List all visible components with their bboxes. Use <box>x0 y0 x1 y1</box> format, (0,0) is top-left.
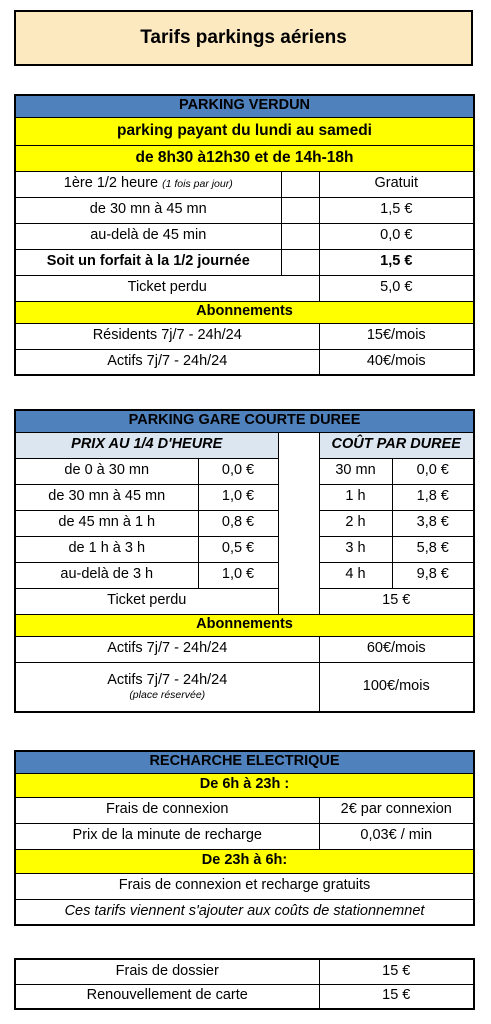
gare-row-label: de 0 à 30 mn <box>15 458 198 484</box>
gare-abonnement-label: Actifs 7j/7 - 24h/24 <box>15 636 319 662</box>
page-title: Tarifs parkings aériens <box>14 10 473 66</box>
gare-row-cost: 9,8 € <box>392 562 474 588</box>
recharge-header: RECHARCHE ELECTRIQUE <box>15 751 474 773</box>
fee-label: Renouvellement de carte <box>15 984 319 1009</box>
verdun-abonnement-label: Résidents 7j/7 - 24h/24 <box>15 323 319 349</box>
gare-lost-label: Ticket perdu <box>15 588 278 614</box>
verdun-spacer <box>281 171 319 197</box>
gare-abonnement-label: Actifs 7j/7 - 24h/24 (place réservée) <box>15 662 319 712</box>
verdun-subtitle-line2: de 8h30 à12h30 et de 14h-18h <box>15 145 474 171</box>
fee-value: 15 € <box>319 984 474 1009</box>
recharge-row-label: Frais de connexion <box>15 797 319 823</box>
recharge-row-value: 0,03€ / min <box>319 823 474 849</box>
gare-row-duration: 4 h <box>319 562 392 588</box>
verdun-spacer <box>281 223 319 249</box>
verdun-row-label: Ticket perdu <box>15 275 319 301</box>
gare-spacer <box>278 432 319 614</box>
gare-header: PARKING GARE COURTE DUREE <box>15 410 474 432</box>
gare-row-duration: 3 h <box>319 536 392 562</box>
gare-row-price: 1,0 € <box>198 562 278 588</box>
gare-right-header: COÛT PAR DUREE <box>319 432 474 458</box>
gare-row-price: 0,0 € <box>198 458 278 484</box>
verdun-abonnement-label: Actifs 7j/7 - 24h/24 <box>15 349 319 375</box>
gare-table <box>14 409 475 713</box>
verdun-row-label: de 30 mn à 45 mn <box>15 197 281 223</box>
verdun-abonnements-header: Abonnements <box>15 301 474 323</box>
gare-row-cost: 1,8 € <box>392 484 474 510</box>
gare-lost-value: 15 € <box>319 588 474 614</box>
gare-row-duration: 1 h <box>319 484 392 510</box>
recharge-table <box>14 750 475 926</box>
gare-row-price: 0,5 € <box>198 536 278 562</box>
recharge-night-text: Frais de connexion et recharge gratuits <box>15 873 474 899</box>
verdun-spacer <box>281 197 319 223</box>
gare-abonnements-header: Abonnements <box>15 614 474 636</box>
verdun-abonnement-value: 15€/mois <box>319 323 474 349</box>
verdun-row-label: Soit un forfait à la 1/2 journée <box>15 249 281 275</box>
fees-table <box>14 958 475 1010</box>
verdun-row-label: au-delà de 45 min <box>15 223 281 249</box>
gare-left-header: PRIX AU 1/4 D'HEURE <box>15 432 278 458</box>
verdun-row-value: Gratuit <box>319 171 474 197</box>
verdun-row-value: 5,0 € <box>319 275 474 301</box>
verdun-row-value: 1,5 € <box>319 197 474 223</box>
verdun-row-note: (1 fois par jour) <box>162 178 233 191</box>
gare-abonnement-value: 100€/mois <box>319 662 474 712</box>
fee-label: Frais de dossier <box>15 959 319 984</box>
verdun-spacer <box>281 249 319 275</box>
gare-row-duration: 30 mn <box>319 458 392 484</box>
gare-row-cost: 5,8 € <box>392 536 474 562</box>
verdun-header: PARKING VERDUN <box>15 95 474 117</box>
recharge-note: Ces tarifs viennent s'ajouter aux coûts de stationnemnet <box>15 899 474 925</box>
gare-row-cost: 3,8 € <box>392 510 474 536</box>
gare-row-price: 1,0 € <box>198 484 278 510</box>
gare-row-cost: 0,0 € <box>392 458 474 484</box>
gare-row-label: de 45 mn à 1 h <box>15 510 198 536</box>
gare-row-price: 0,8 € <box>198 510 278 536</box>
fee-value: 15 € <box>319 959 474 984</box>
verdun-abonnement-value: 40€/mois <box>319 349 474 375</box>
gare-row-label: de 1 h à 3 h <box>15 536 198 562</box>
gare-row-label: au-delà de 3 h <box>15 562 198 588</box>
gare-row-label: de 30 mn à 45 mn <box>15 484 198 510</box>
recharge-row-value: 2€ par connexion <box>319 797 474 823</box>
verdun-row-value: 1,5 € <box>319 249 474 275</box>
verdun-table <box>14 94 475 376</box>
gare-abonnement-value: 60€/mois <box>319 636 474 662</box>
gare-abonnement-note: (place réservée) <box>129 689 206 702</box>
verdun-subtitle-line1: parking payant du lundi au samedi <box>15 117 474 145</box>
gare-row-duration: 2 h <box>319 510 392 536</box>
verdun-row-value: 0,0 € <box>319 223 474 249</box>
verdun-row-label: 1ère 1/2 heure (1 fois par jour) <box>15 171 281 197</box>
recharge-night-header: De 23h à 6h: <box>15 849 474 873</box>
recharge-row-label: Prix de la minute de recharge <box>15 823 319 849</box>
recharge-day-header: De 6h à 23h : <box>15 773 474 797</box>
